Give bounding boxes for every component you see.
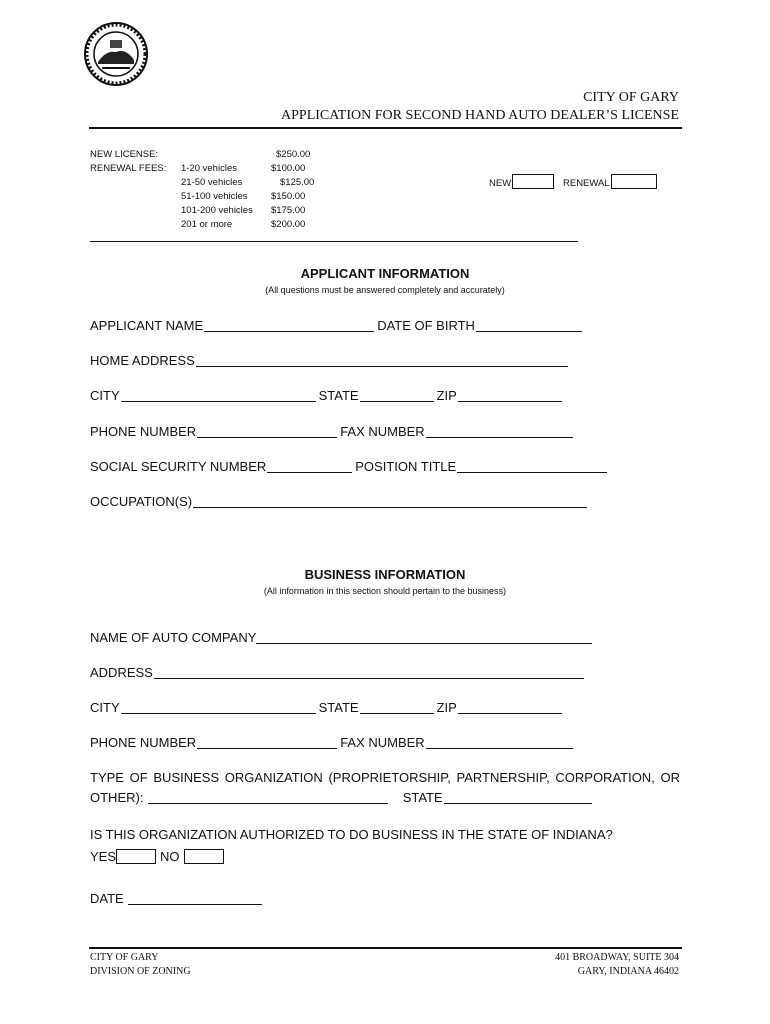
new-label: NEW — [489, 178, 512, 189]
footer-division: DIVISION OF ZONING — [90, 966, 191, 977]
home-address-row — [90, 353, 571, 368]
home-address-label: HOME ADDRESS — [90, 353, 195, 368]
authorized-question: IS THIS ORGANIZATION AUTHORIZED TO DO BUSINESS IN THE STATE OF INDIANA? — [90, 827, 613, 842]
business-city-field[interactable] — [121, 701, 316, 714]
form-title: APPLICATION FOR SECOND HAND AUTO DEALER’S LICENSE — [281, 108, 679, 123]
no-label: NO — [160, 849, 180, 864]
business-zip-field[interactable] — [458, 701, 562, 714]
business-phone-field[interactable] — [197, 736, 337, 749]
company-name-label: NAME OF AUTO COMPANY — [90, 630, 257, 645]
city-name: CITY OF GARY — [583, 90, 679, 105]
applicant-name-label: APPLICANT NAME — [90, 318, 204, 333]
renewal-label: RENEWAL — [563, 178, 610, 189]
new-option — [489, 174, 554, 189]
renewal-option — [563, 174, 657, 189]
org-type-paragraph — [90, 768, 680, 808]
footer-right — [555, 951, 679, 979]
business-section-note: (All information in this section should pertain to the business) — [263, 586, 507, 596]
dob-field[interactable] — [476, 319, 582, 332]
business-address-row — [90, 665, 587, 680]
business-address-label: ADDRESS — [90, 665, 153, 680]
home-address-field[interactable] — [196, 354, 568, 367]
position-title-label: POSITION TITLE — [355, 459, 457, 474]
phone-label: PHONE NUMBER — [90, 424, 197, 439]
new-license-fee: $250.00 — [276, 149, 311, 160]
occupation-label: OCCUPATION(S) — [90, 494, 193, 509]
business-zip-label: ZIP — [436, 700, 457, 715]
company-name-field[interactable] — [256, 631, 592, 644]
footer-divider — [89, 947, 682, 949]
fee-tier-range: 21-50 vehicles — [181, 177, 243, 188]
applicant-name-field[interactable] — [204, 319, 374, 332]
business-address-field[interactable] — [154, 666, 584, 679]
footer-city-zip: GARY, INDIANA 46402 — [577, 966, 679, 977]
city-seal-icon — [84, 22, 148, 86]
applicant-section-title: APPLICANT INFORMATION — [300, 266, 470, 281]
business-phone-row — [90, 735, 576, 750]
city-field[interactable] — [121, 389, 316, 402]
applicant-section-note: (All questions must be answered completely and accurately) — [265, 285, 505, 295]
authorized-options — [90, 849, 228, 864]
phone-field[interactable] — [197, 425, 337, 438]
org-state-label: STATE — [402, 790, 443, 805]
header-divider — [89, 127, 682, 129]
footer-left — [90, 951, 191, 979]
renewal-fees-label: RENEWAL FEES: — [90, 163, 167, 174]
renewal-checkbox[interactable] — [611, 174, 657, 189]
fee-tier-amount: $150.00 — [271, 191, 306, 202]
fax-field[interactable] — [426, 425, 573, 438]
applicant-name-row — [90, 318, 585, 333]
business-state-field[interactable] — [360, 701, 434, 714]
business-fax-field[interactable] — [426, 736, 573, 749]
org-type-label: TYPE OF BUSINESS ORGANIZATION (PROPRIETORSHIP, PARTNERSHIP, CORPORATION, OR OTHER): — [90, 770, 680, 805]
footer-city: CITY OF GARY — [90, 952, 159, 963]
state-field[interactable] — [360, 389, 434, 402]
fax-label: FAX NUMBER — [340, 424, 425, 439]
date-field[interactable] — [128, 892, 262, 905]
yes-label: YES — [90, 849, 117, 864]
date-label: DATE — [90, 891, 124, 906]
city-label: CITY — [90, 388, 120, 403]
ssn-label: SOCIAL SECURITY NUMBER — [90, 459, 267, 474]
business-fax-label: FAX NUMBER — [340, 735, 425, 750]
business-city-row — [90, 700, 565, 715]
fee-tier-range: 51-100 vehicles — [181, 191, 248, 202]
zip-label: ZIP — [436, 388, 457, 403]
new-checkbox[interactable] — [512, 174, 554, 189]
company-name-row — [90, 630, 595, 645]
zip-field[interactable] — [458, 389, 562, 402]
fee-tier-amount: $200.00 — [271, 219, 306, 230]
business-state-label: STATE — [318, 700, 359, 715]
business-phone-label: PHONE NUMBER — [90, 735, 197, 750]
date-row — [90, 891, 265, 906]
occupation-row — [90, 494, 590, 509]
no-checkbox[interactable] — [184, 849, 224, 864]
occupation-field[interactable] — [193, 495, 587, 508]
business-city-label: CITY — [90, 700, 120, 715]
footer-street: 401 BROADWAY, SUITE 304 — [555, 952, 679, 963]
fee-tier-amount: $125.00 — [280, 177, 315, 188]
fee-tier-amount: $175.00 — [271, 205, 306, 216]
fee-tier-range: 101-200 vehicles — [181, 205, 253, 216]
state-label: STATE — [318, 388, 359, 403]
ssn-row — [90, 459, 610, 474]
position-title-field[interactable] — [457, 460, 607, 473]
org-state-field[interactable] — [444, 791, 592, 804]
fee-divider — [90, 241, 578, 242]
dob-label: DATE OF BIRTH — [377, 318, 475, 333]
org-type-field[interactable] — [148, 791, 388, 804]
applicant-phone-row — [90, 424, 576, 439]
fee-tier-amount: $100.00 — [271, 163, 306, 174]
yes-checkbox[interactable] — [116, 849, 156, 864]
ssn-field[interactable] — [267, 460, 352, 473]
new-license-label: NEW LICENSE: — [90, 149, 159, 160]
applicant-city-row — [90, 388, 565, 403]
fee-tier-range: 1-20 vehicles — [181, 163, 237, 174]
fee-tier-range: 201 or more — [181, 219, 233, 230]
business-section-title: BUSINESS INFORMATION — [304, 567, 466, 582]
